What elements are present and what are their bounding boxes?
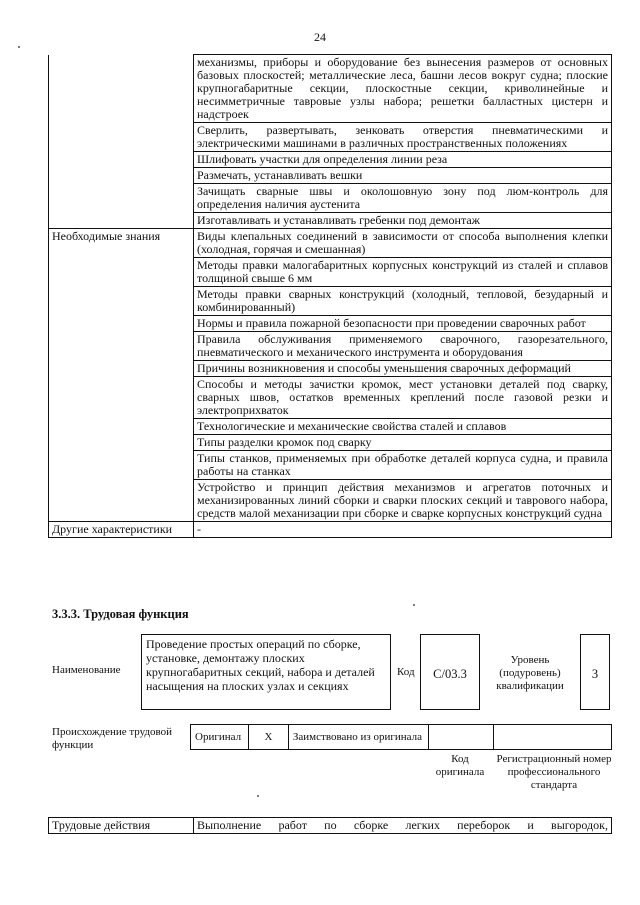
row-category: Другие характеристики <box>49 522 194 538</box>
section-heading: 3.3.3. Трудовая функция <box>52 607 189 621</box>
row-content: Нормы и правила пожарной безопасности при проведении сварочных работ <box>194 316 612 332</box>
row-category <box>49 480 194 522</box>
origin-reg-caption: Регистрационный номер профессионального стандарта <box>496 753 612 791</box>
page-number: 24 <box>314 30 326 44</box>
table-row <box>49 435 612 451</box>
labor-actions-text: Выполнение работ по сборке легких переборок и выгородок, <box>194 818 612 834</box>
origin-code-caption: Код оригинала <box>435 753 485 778</box>
origin-table <box>190 724 612 750</box>
origin-label: Происхождение трудовой функции <box>52 726 173 751</box>
row-content: Устройство и принцип действия механизмов и агрегатов поточных и механизированных линий сборки и сварки плоских секций и таврового набора, средств малой механизации при сборке и сварке корпусных конструкций судна <box>194 480 612 522</box>
table-row <box>49 522 612 538</box>
table-row <box>49 361 612 377</box>
row-category <box>49 123 194 152</box>
row-content: Технологические и механические свойства сталей и сплавов <box>194 419 612 435</box>
row-content: Размечать, устанавливать вешки <box>194 168 612 184</box>
row-content: Изготавливать и устанавливать гребенки под демонтаж <box>194 213 612 229</box>
table-row <box>49 55 612 123</box>
row-category <box>49 451 194 480</box>
row-content: Шлифовать участки для определения линии реза <box>194 152 612 168</box>
row-category: Необходимые знания <box>49 229 194 258</box>
skills-knowledge-table <box>48 54 612 538</box>
function-name-box: Проведение простых операций по сборке, установке, демонтажу плоских крупногабаритных секций, набора и деталей насыщения на плоских узлах и секциях <box>141 634 391 710</box>
table-row <box>49 229 612 258</box>
row-content: Методы правки сварных конструкций (холодный, тепловой, безударный и комбинированный) <box>194 287 612 316</box>
row-category <box>49 419 194 435</box>
row-content: Правила обслуживания применяемого сварочного, газорезательного, пневматического и механического инструмента и оборудования <box>194 332 612 361</box>
table-row <box>49 123 612 152</box>
scan-speck <box>413 604 415 606</box>
origin-original-label: Оригинал <box>191 725 249 750</box>
row-content: Зачищать сварные швы и околошовную зону под люм-контроль для определения наличия аустенита <box>194 184 612 213</box>
table-row <box>49 184 612 213</box>
origin-reg-cell <box>494 725 612 750</box>
qualification-level-label: Уровень (подуровень) квалификации <box>496 654 564 692</box>
table-row <box>49 419 612 435</box>
row-category <box>49 55 194 123</box>
row-content: Причины возникновения и способы уменьшения сварочных деформаций <box>194 361 612 377</box>
table-row <box>49 213 612 229</box>
row-category <box>49 316 194 332</box>
table-row <box>49 451 612 480</box>
table-row <box>49 316 612 332</box>
function-name-label: Наименование <box>52 664 121 676</box>
table-row <box>49 377 612 419</box>
origin-code-cell <box>428 725 494 750</box>
row-category <box>49 168 194 184</box>
table-row <box>49 168 612 184</box>
row-category <box>49 152 194 168</box>
labor-actions-table <box>48 817 612 834</box>
row-content: - <box>194 522 612 538</box>
row-content: Способы и методы зачистки кромок, мест установки деталей под сварку, сварных швов, остатков временных креплений после газовой резки и электроприхваток <box>194 377 612 419</box>
table-row <box>49 152 612 168</box>
table-row <box>49 258 612 287</box>
qualification-level-box: 3 <box>580 634 610 710</box>
row-content: Сверлить, развертывать, зенковать отверстия пневматическими и электрическими машинами в различных пространственных положениях <box>194 123 612 152</box>
row-category <box>49 258 194 287</box>
row-category <box>49 184 194 213</box>
row-content: Типы разделки кромок под сварку <box>194 435 612 451</box>
scan-speck <box>257 795 259 797</box>
row-content: Типы станков, применяемых при обработке деталей корпуса судна, и правила работы на станках <box>194 451 612 480</box>
row-category <box>49 213 194 229</box>
row-content: механизмы, приборы и оборудование без вынесения размеров от основных базовых плоскостей; металлические леса, башни лесов вокруг судна; плоские крупногабаритные секции, плоскостные секции, криволинейные и несимметричные тавровые узлы набора; решетки балластных цистерн и надстроек <box>194 55 612 123</box>
origin-borrowed-label: Заимствовано из оригинала <box>288 725 428 750</box>
table-row <box>49 287 612 316</box>
row-content: Методы правки малогабаритных корпусных конструкций из сталей и сплавов толщиной свыше 6 мм <box>194 258 612 287</box>
row-category <box>49 435 194 451</box>
row-content: Виды клепальных соединений в зависимости от способа выполнения клепки (холодная, горячая и смешанная) <box>194 229 612 258</box>
table-row <box>49 480 612 522</box>
table-row <box>49 332 612 361</box>
row-category <box>49 332 194 361</box>
function-code-label: Код <box>397 666 415 678</box>
scan-speck <box>18 46 20 48</box>
function-code-box: C/03.3 <box>420 634 480 710</box>
origin-original-mark: X <box>248 725 288 750</box>
row-category <box>49 287 194 316</box>
row-category <box>49 377 194 419</box>
row-category <box>49 361 194 377</box>
labor-actions-label: Трудовые действия <box>49 818 194 834</box>
